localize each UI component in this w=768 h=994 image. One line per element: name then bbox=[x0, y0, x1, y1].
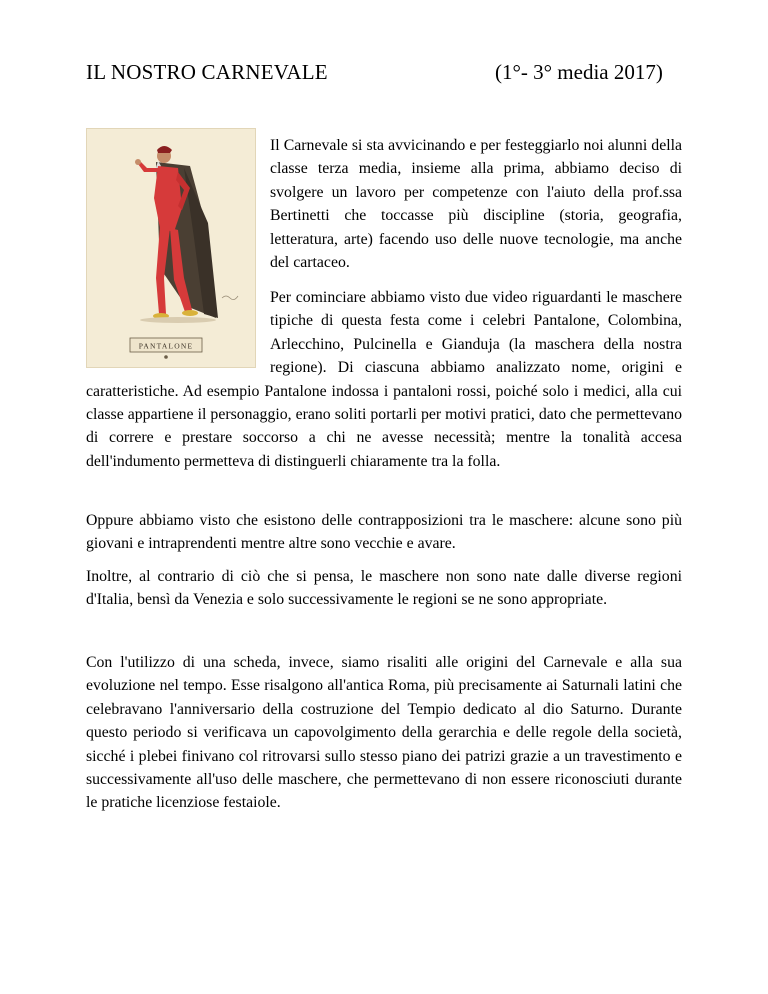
paragraph-masks: Per cominciare abbiamo visto due video riguardanti le maschere tipiche di questa festa come i celebri Pantalone, Colombina, Arlecchino, Pulcinella e Gianduja (la maschera della nostra regione). Di ciascuna abbiamo analizzato nome, origini e caratteristiche. Ad esempio Pantalone indossa i pantaloni rossi, poiché solo i medici, alla cui classe appartiene il personaggio, erano soliti portarli per motivi pratici, dato che permettevano di correre e prestare soccorso a chi ne avesse necessità; mentre la tonalità accesa dell'indumento permetteva di distinguerli chiaramente tra la folla. bbox=[86, 289, 682, 470]
paragraph-venice: Inoltre, al contrario di ciò che si pensa, le maschere non sono nate dalle diverse regioni d'Italia, bensì da Venezia e solo successivamente le regioni se ne sono appropriate. bbox=[86, 568, 682, 609]
paragraph-origins: Con l'utilizzo di una scheda, invece, siamo risaliti alle origini del Carnevale e alla sua evoluzione nel tempo. Esse risalgono all'antica Roma, più precisamente ai Saturnali latini che celebravano l'anniversario della costruzione del Tempio dedicato al dio Saturno. Durante questo periodo si verificava un capovolgimento della gerarchia e delle regole della società, sicché i plebei finivano col ritrovarsi sullo stesso piano dei patrizi grazie a un travestimento e successivamente all'uso delle maschere, che permettevano di non essere riconosciuti durante le pratiche licenziose festaiole. bbox=[86, 654, 682, 812]
image-wrap-spacer bbox=[86, 286, 270, 378]
document-title: IL NOSTRO CARNEVALE bbox=[86, 60, 328, 84]
document-subtitle: (1°- 3° media 2017) bbox=[495, 60, 663, 84]
paragraph-contrasts: Oppure abbiamo visto che esistono delle contrapposizioni tra le maschere: alcune sono più giovani e intraprendenti mentre altre sono vecchie e avare. bbox=[86, 512, 682, 553]
caption-text: PANTALONE bbox=[138, 341, 194, 351]
paragraph-intro: Il Carnevale si sta avvicinando e per festeggiarlo noi alunni della classe terza media, insieme alla prima, abbiamo deciso di svolgere un lavoro per competenze con l'aiuto della prof.ssa Bertinetti che toccasse più discipline (storia, geografia, letteratura, arte) facendo uso delle nuove tecnologie, ma anche del cartaceo. bbox=[270, 137, 682, 272]
paragraph-masks-wrapper bbox=[86, 286, 682, 473]
